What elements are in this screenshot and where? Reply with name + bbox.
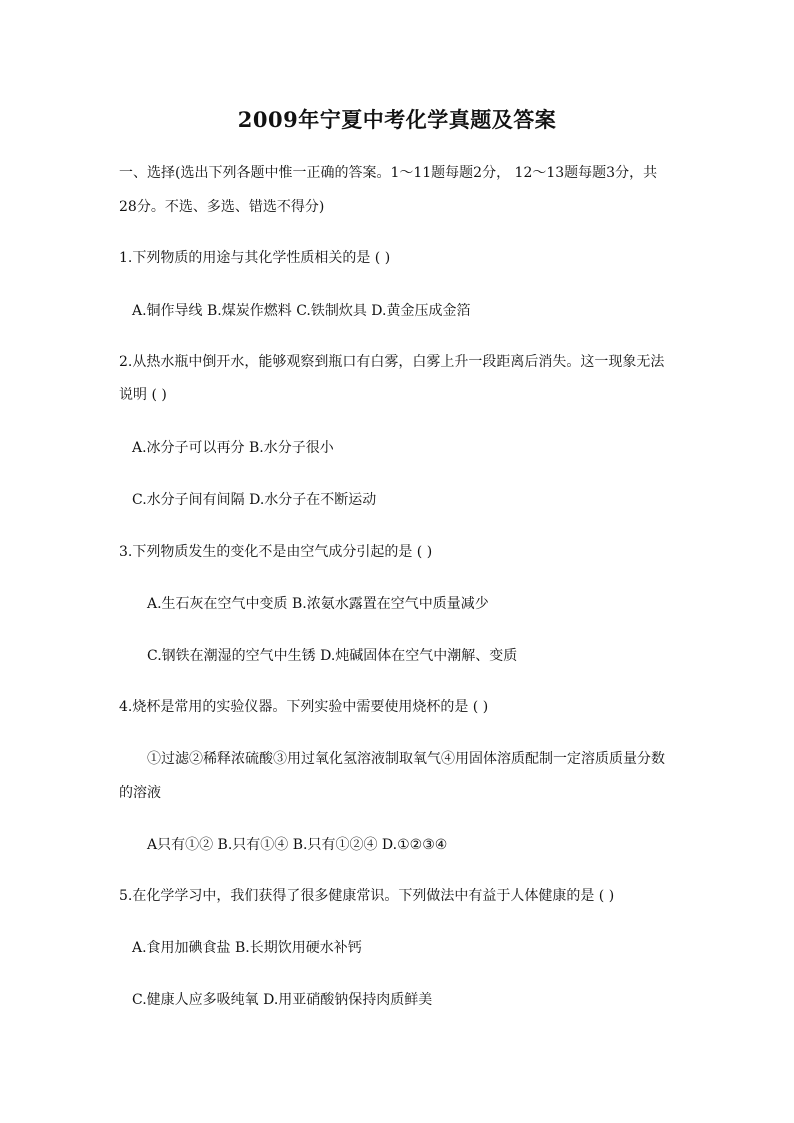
page-title: 2009年宁夏中考化学真题及答案 [237,107,557,132]
question-4-detail-line-1: ①过滤②稀释浓硫酸③用过氧化氢溶液制取氧气④用固体溶质配制一定溶质质量分数 [147,751,665,767]
question-4-stem: 4.烧杯是常用的实验仪器。下列实验中需要使用烧杯的是 ( ) [119,699,489,715]
question-2-stem-line-1: 2.从热水瓶中倒开水，能够观察到瓶口有白雾，白雾上升一段距离后消失。这一现象无法 [119,354,665,370]
question-2-stem-line-2: 说明 ( ) [119,387,167,403]
question-4-options: A只有①② B.只有①④ B.只有①②④ D.①②③④ [147,837,448,853]
question-5-options-line-1: A.食用加碘食盐 B.长期饮用硬水补钙 [132,940,362,956]
question-5-stem: 5.在化学学习中，我们获得了很多健康常识。下列做法中有益于人体健康的是 ( ) [119,888,615,904]
question-1-stem: 1.下列物质的用途与其化学性质相关的是 ( ) [119,250,391,266]
question-3-options-line-2: C.钢铁在潮湿的空气中生锈 D.炖碱固体在空气中潮解、变质 [147,648,518,664]
question-2-options-line-1: A.冰分子可以再分 B.水分子很小 [132,440,334,456]
question-5-options-line-2: C.健康人应多吸纯氧 D.用亚硝酸钠保持肉质鲜美 [132,992,433,1008]
section-instructions-line-2: 28分。不选、多选、错选不得分) [119,199,325,215]
question-4-detail-line-2: 的溶液 [119,785,161,801]
question-1-options: A.铜作导线 B.煤炭作燃料 C.铁制炊具 D.黄金压成金箔 [132,303,471,319]
question-2-options-line-2: C.水分子间有间隔 D.水分子在不断运动 [132,492,377,508]
section-instructions-line-1: 一、选择(选出下列各题中惟一正确的答案。1～11题每题2分， 12～13题每题3分，共 [119,165,658,181]
question-3-options-line-1: A.生石灰在空气中变质 B.浓氨水露置在空气中质量减少 [147,596,489,612]
question-3-stem: 3.下列物质发生的变化不是由空气成分引起的是 ( ) [119,544,433,560]
